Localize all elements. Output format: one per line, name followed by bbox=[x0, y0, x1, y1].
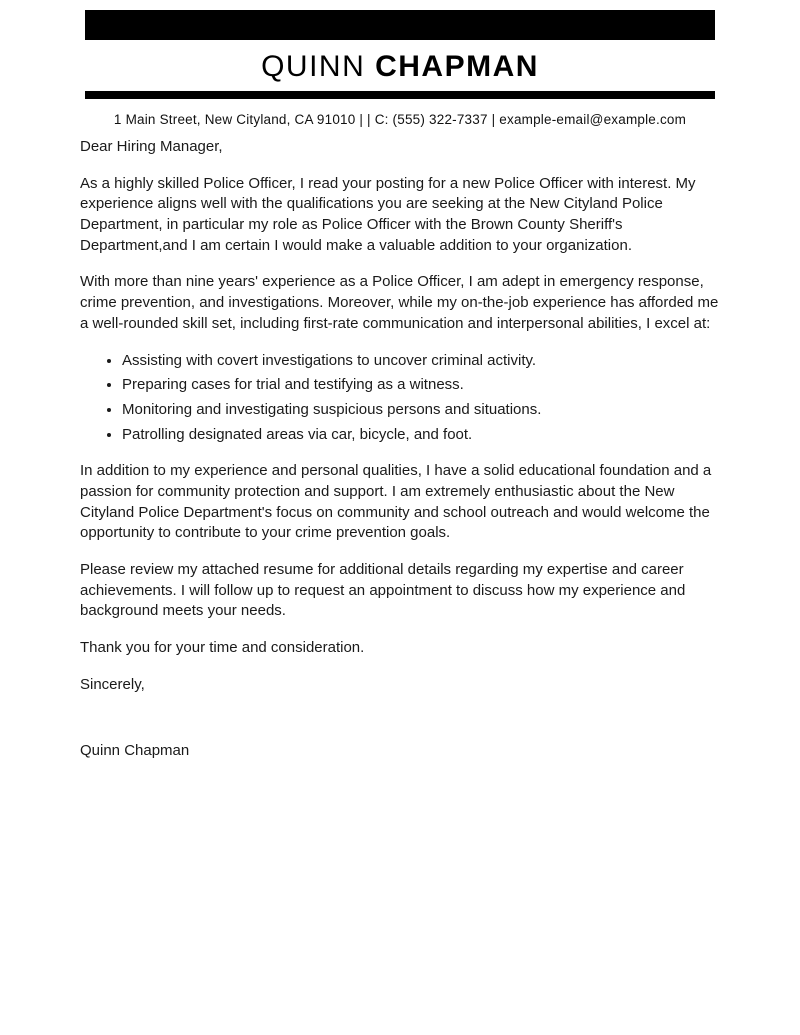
paragraph-intro: As a highly skilled Police Officer, I read your posting for a new Police Officer with interest. My experience aligns well with the qualifications you are seeking at the New Cityland Police Department, in particular my role as Police Officer with the Brown County Sheriff's Department,and I am certain I would make a valuable addition to your organization. bbox=[80, 174, 696, 254]
list-item: • Monitoring and investigating suspicious persons and situations. bbox=[122, 400, 720, 421]
first-name: QUINN bbox=[261, 50, 366, 83]
skills-list bbox=[80, 351, 720, 446]
page-title bbox=[80, 40, 720, 91]
contact-line: 1 Main Street, New Cityland, CA 91010 | | C: (555) 322-7337 | example-email@example.com bbox=[113, 112, 687, 127]
header-top-rule bbox=[85, 10, 715, 40]
paragraph-education: In addition to my experience and personal qualities, I have a solid educational foundation and a passion for community protection and support. I am extremely enthusiastic about the New Cityland Police Department's focus on community and school outreach and would welcome the opportunity to contribute to your crime prevention goals. bbox=[80, 462, 712, 542]
list-item: • Patrolling designated areas via car, bicycle, and foot. bbox=[122, 425, 720, 446]
header-bottom-rule bbox=[85, 91, 715, 99]
paragraph-followup: Please review my attached resume for additional details regarding my expertise and career achievements. I will follow up to request an appointment to discuss how my experience and background meets your needs. bbox=[80, 561, 686, 620]
list-item: • Preparing cases for trial and testifying as a witness. bbox=[122, 375, 720, 396]
letter-header bbox=[80, 10, 720, 137]
paragraph-experience: With more than nine years' experience as a Police Officer, I am adept in emergency response, crime prevention, and investigations. Moreover, while my on-the-job experience has afforded me a well-rounded skill set, including first-rate communication and interpersonal abilities, I excel at: bbox=[80, 273, 719, 332]
list-item: • Assisting with covert investigations to uncover criminal activity. bbox=[122, 351, 720, 372]
thanks-line: Thank you for your time and consideration. bbox=[80, 639, 365, 657]
signature: Quinn Chapman bbox=[80, 742, 190, 760]
letter-body bbox=[80, 137, 720, 762]
last-name: CHAPMAN bbox=[375, 50, 539, 83]
salutation: Dear Hiring Manager, bbox=[80, 138, 223, 155]
signoff: Sincerely, bbox=[80, 675, 145, 693]
